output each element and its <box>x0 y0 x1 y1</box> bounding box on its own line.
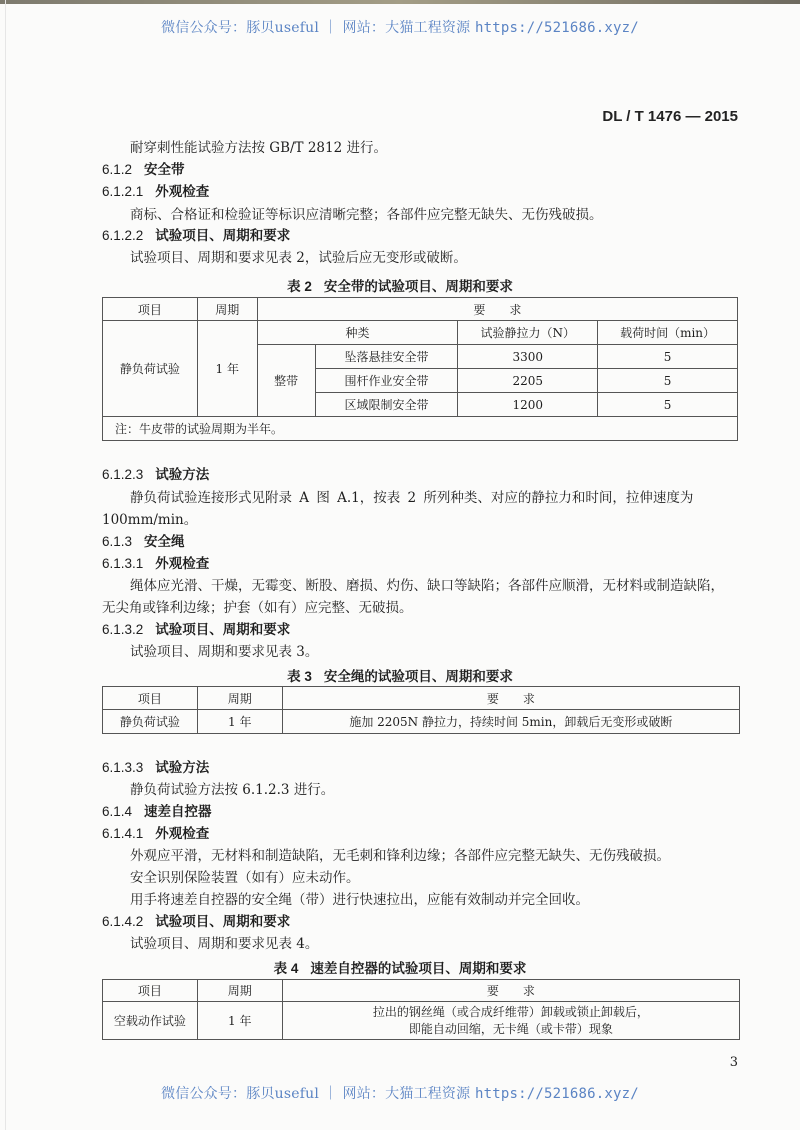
section-title: 试验方法 <box>155 760 210 775</box>
table-row <box>103 710 740 734</box>
section-6-1-4-1-heading <box>102 822 209 842</box>
section-title: 外观检查 <box>155 556 210 571</box>
watermark-text: 微信公众号：豚贝useful ｜ 网站：大猫工程资源 <box>161 1086 475 1102</box>
table-title: 速差自控器的试验项目、周期和要求 <box>310 961 527 976</box>
table-title: 安全带的试验项目、周期和要求 <box>323 279 513 294</box>
cell-item: 静负荷试验 <box>103 710 198 734</box>
section-6-1-3-3-text: 静负荷试验方法按 6.1.2.3 进行。 <box>130 782 335 798</box>
section-title: 外观检查 <box>155 826 210 841</box>
cell-type: 围杆作业安全带 <box>315 369 458 393</box>
section-number: 6.1.3.3 <box>102 760 144 775</box>
section-title: 试验项目、周期和要求 <box>155 622 291 637</box>
section-6-1-4-heading <box>102 800 212 820</box>
cell-type: 区域限制安全带 <box>315 393 458 417</box>
header-item: 项目 <box>103 687 198 710</box>
section-number: 6.1.3.1 <box>102 556 144 571</box>
section-title: 试验项目、周期和要求 <box>155 228 291 243</box>
section-title: 外观检查 <box>155 184 210 199</box>
table-number: 表 3 <box>287 669 312 684</box>
cell-force: 3300 <box>458 345 598 369</box>
section-6-1-3-3-heading <box>102 756 209 776</box>
header-period: 周期 <box>197 298 257 321</box>
section-6-1-2-3-text-line2: 100mm/min。 <box>102 512 198 528</box>
section-number: 6.1.2 <box>102 162 133 177</box>
table-4-caption <box>0 957 800 977</box>
cell-time: 5 <box>598 393 738 417</box>
section-6-1-4-2-text: 试验项目、周期和要求见表 4。 <box>130 936 319 952</box>
table-row <box>103 1002 740 1040</box>
section-title: 安全绳 <box>144 534 185 549</box>
section-6-1-4-2-heading <box>102 910 290 930</box>
watermark-top <box>0 17 800 37</box>
section-number: 6.1.4.1 <box>102 826 144 841</box>
cell-period: 1 年 <box>197 1002 282 1040</box>
table-subheader-row <box>103 321 738 345</box>
section-title: 安全带 <box>144 162 185 177</box>
section-6-1-3-1-text-line2: 无尖角或锋利边缘；护套（如有）应完整、无破损。 <box>102 600 413 616</box>
table-header-row <box>103 980 740 1002</box>
table-4 <box>102 979 740 1040</box>
section-title: 试验方法 <box>155 467 210 482</box>
table-note-row <box>103 417 738 441</box>
watermark-url: https://521686.xyz/ <box>474 1086 639 1102</box>
table-title: 安全绳的试验项目、周期和要求 <box>323 669 513 684</box>
section-6-1-4-1-text-line2: 安全识别保险装置（如有）应未动作。 <box>130 870 360 886</box>
section-6-1-2-1-heading <box>102 180 209 200</box>
header-period: 周期 <box>197 687 282 710</box>
header-item: 项目 <box>103 980 198 1002</box>
section-6-1-4-1-text-line3: 用手将速差自控器的安全绳（带）进行快速拉出，应能有效制动并完全回收。 <box>130 892 589 908</box>
section-6-1-3-2-heading <box>102 618 290 638</box>
table-2-caption <box>0 275 800 295</box>
table-number: 表 4 <box>273 961 299 976</box>
cell-item: 静负荷试验 <box>103 321 198 417</box>
section-number: 6.1.2.2 <box>102 228 144 243</box>
table-header-row <box>103 298 738 321</box>
cell-requirement <box>282 1002 739 1040</box>
watermark-url: https://521686.xyz/ <box>474 20 639 36</box>
section-6-1-2-3-heading <box>102 463 209 483</box>
document-id: DL / T 1476 — 2015 <box>602 108 738 125</box>
requirement-line-1: 拉出的钢丝绳（或合成纤维带）卸载或锁止卸载后， <box>372 1004 649 1019</box>
section-number: 6.1.2.3 <box>102 467 144 482</box>
cell-period: 1 年 <box>197 710 282 734</box>
table-number: 表 2 <box>287 279 312 294</box>
subheader-time: 载荷时间（min） <box>598 321 738 345</box>
page-number: 3 <box>729 1055 738 1070</box>
cell-force: 1200 <box>458 393 598 417</box>
cell-type: 坠落悬挂安全带 <box>315 345 458 369</box>
table-3 <box>102 686 740 734</box>
section-number: 6.1.4 <box>102 804 133 819</box>
section-6-1-4-1-text-line1: 外观应平滑，无材料和制造缺陷，无毛刺和锋利边缘；各部件应完整无缺失、无伤残破损。 <box>130 848 670 864</box>
watermark-text: 微信公众号：豚贝useful ｜ 网站：大猫工程资源 <box>161 20 475 36</box>
section-6-1-3-heading <box>102 530 185 550</box>
section-number: 6.1.3.2 <box>102 622 144 637</box>
section-title: 速差自控器 <box>144 804 212 819</box>
cell-group: 整带 <box>257 345 315 417</box>
header-requirement: 要 求 <box>282 687 739 710</box>
cell-force: 2205 <box>458 369 598 393</box>
section-number: 6.1.2.1 <box>102 184 144 199</box>
header-item: 项目 <box>103 298 198 321</box>
intro-paragraph: 耐穿刺性能试验方法按 GB/T 2812 进行。 <box>130 140 387 156</box>
section-6-1-2-1-text: 商标、合格证和检验证等标识应清晰完整；各部件应完整无缺失、无伤残破损。 <box>130 207 603 223</box>
table-header-row <box>103 687 740 710</box>
section-6-1-3-2-text: 试验项目、周期和要求见表 3。 <box>130 644 319 660</box>
cell-requirement: 施加 2205N 静拉力，持续时间 5min，卸载后无变形或破断 <box>282 710 739 734</box>
table-note: 注：牛皮带的试验周期为半年。 <box>103 417 738 441</box>
section-number: 6.1.3 <box>102 534 133 549</box>
header-requirement: 要 求 <box>282 980 739 1002</box>
table-3-caption <box>0 665 800 685</box>
cell-period: 1 年 <box>197 321 257 417</box>
section-6-1-3-1-heading <box>102 552 209 572</box>
cell-item: 空载动作试验 <box>103 1002 198 1040</box>
subheader-type: 种类 <box>257 321 458 345</box>
section-title: 试验项目、周期和要求 <box>155 914 291 929</box>
requirement-line-2: 即能自动回缩，无卡绳（或卡带）现象 <box>408 1021 613 1036</box>
scan-top-edge <box>0 0 800 4</box>
cell-time: 5 <box>598 369 738 393</box>
cell-time: 5 <box>598 345 738 369</box>
table-2 <box>102 297 738 441</box>
header-requirement: 要 求 <box>257 298 737 321</box>
header-period: 周期 <box>197 980 282 1002</box>
section-number: 6.1.4.2 <box>102 914 144 929</box>
section-6-1-2-heading <box>102 158 185 178</box>
section-6-1-3-1-text-line1: 绳体应光滑、干燥，无霉变、断股、磨损、灼伤、缺口等缺陷；各部件应顺滑，无材料或制造缺陷， <box>130 578 724 594</box>
section-6-1-2-2-text: 试验项目、周期和要求见表 2，试验后应无变形或破断。 <box>130 250 467 266</box>
section-6-1-2-2-heading <box>102 224 290 244</box>
watermark-bottom <box>0 1083 800 1103</box>
section-6-1-2-3-text-line1: 静负荷试验连接形式见附录 A 图 A.1，按表 2 所列种类、对应的静拉力和时间，拉伸速度为 <box>130 490 694 506</box>
subheader-force: 试验静拉力（N） <box>458 321 598 345</box>
